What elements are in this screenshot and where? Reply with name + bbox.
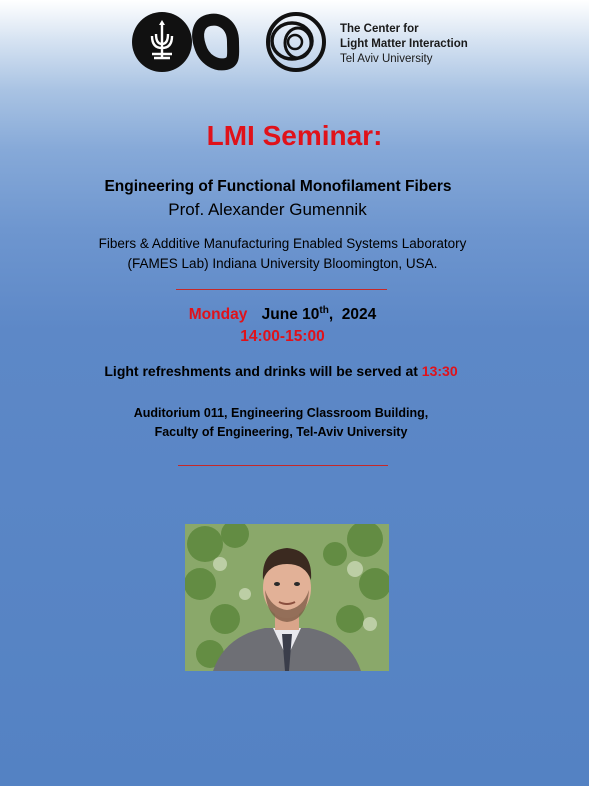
speaker-photo-illustration — [185, 524, 389, 671]
venue — [0, 404, 562, 442]
org-name — [340, 22, 468, 67]
lmi-ring-logo — [198, 20, 233, 65]
org-line-3: Tel Aviv University — [340, 53, 433, 65]
affiliation — [0, 234, 565, 274]
event-day: Monday — [188, 306, 248, 324]
org-line-2: Light Matter Interaction — [340, 38, 468, 50]
event-date-suffix: th — [319, 305, 329, 316]
refreshments-text: Light refreshments and drinks will be served at — [104, 363, 422, 379]
event-year: , 2024 — [328, 306, 377, 324]
event-time: 14:00-15:00 — [240, 328, 325, 345]
speaker-name: Prof. Alexander Gumennik — [168, 200, 367, 219]
event-date-main: June 10 — [261, 306, 320, 324]
lmi-concentric-rings-logo — [268, 14, 324, 70]
affiliation-line-2: (FAMES Lab) Indiana University Bloomington, USA. — [127, 256, 438, 271]
affiliation-line-1: Fibers & Additive Manufacturing Enabled Systems Laboratory — [98, 236, 467, 251]
talk-title: Engineering of Functional Monofilament Fibers — [104, 178, 452, 195]
logos-svg — [130, 12, 330, 72]
tau-menorah-logo — [132, 12, 192, 72]
header-logos — [130, 12, 330, 72]
seminar-title: LMI Seminar: — [206, 120, 383, 151]
event-date — [0, 305, 565, 324]
venue-line-1: Auditorium 011, Engineering Classroom Building, — [133, 406, 429, 420]
speaker-photo — [185, 524, 389, 671]
org-line-1: The Center for — [340, 23, 419, 35]
refreshments-time: 13:30 — [421, 363, 458, 379]
refreshments-note — [0, 363, 562, 379]
divider-top — [176, 289, 387, 290]
venue-line-2: Faculty of Engineering, Tel-Aviv University — [154, 425, 408, 439]
divider-bottom — [178, 465, 388, 466]
